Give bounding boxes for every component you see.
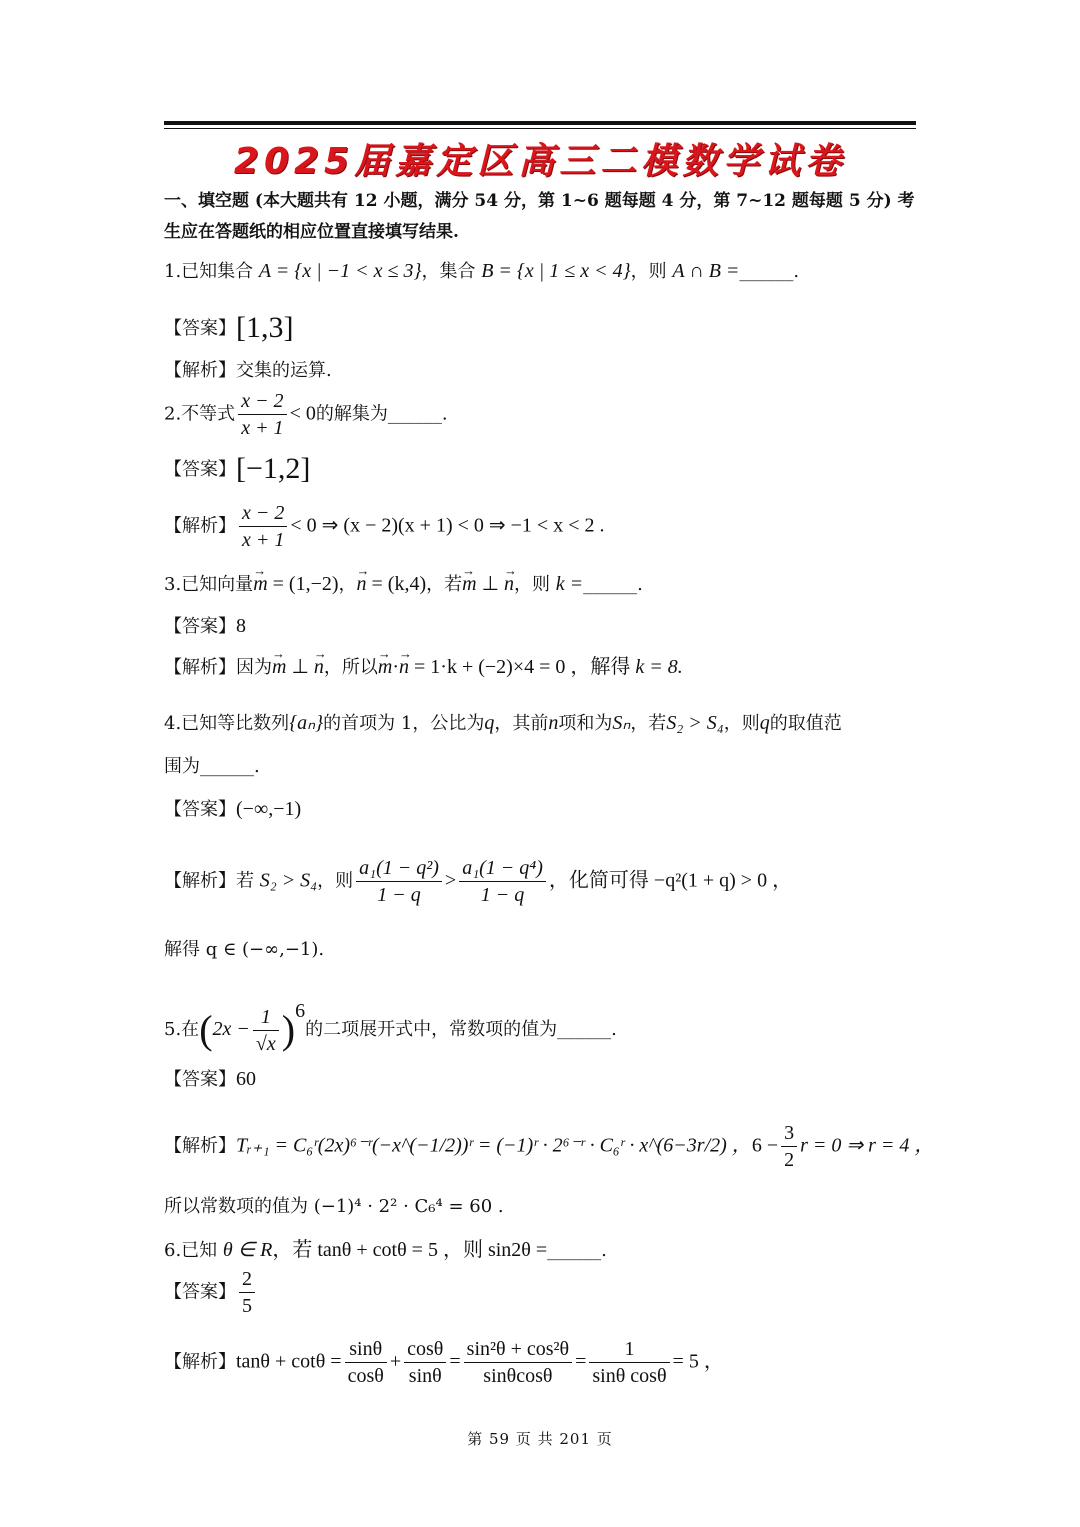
q2-numerator: x − 2 bbox=[238, 388, 286, 415]
q4-sequence: {aₙ} bbox=[289, 712, 324, 734]
q4-f2-num: a₁(1 − q⁴) bbox=[459, 855, 546, 882]
q6-eq2: = bbox=[575, 1350, 587, 1373]
question-3 bbox=[164, 570, 916, 599]
q3-sep: ， bbox=[338, 574, 357, 595]
vector-n: → n bbox=[357, 570, 367, 598]
q1-expression: A ∩ B = bbox=[672, 260, 740, 282]
q6-blank: ______. bbox=[547, 1240, 607, 1261]
q3-cond: ，若 bbox=[426, 574, 463, 595]
q6-d-den: sinθ cosθ bbox=[592, 1365, 667, 1387]
q3-an-pre: 因为 bbox=[236, 657, 272, 678]
vector-m: → m bbox=[253, 570, 267, 598]
q6-frac-a bbox=[345, 1336, 387, 1389]
q1-analysis: 交集的运算. bbox=[236, 360, 332, 381]
q2-fraction bbox=[238, 388, 286, 441]
analysis-label: 【解析】 bbox=[164, 870, 236, 892]
q4-an-simplify: ，化简可得 −q²(1 + q) > 0 ， bbox=[548, 869, 793, 892]
q6-b-den: sinθ bbox=[408, 1365, 442, 1387]
answer-label: 【答案】 bbox=[164, 459, 236, 480]
vector-n: → n bbox=[399, 653, 409, 681]
q4-text-e: ，若 bbox=[630, 713, 667, 734]
q5-an-formula: Tᵣ₊₁ = C₆ʳ(2x)⁶⁻ʳ(−x^(−1/2))ʳ = (−1)ʳ · 2⁶⁻ʳ · C₆ʳ · x^(6−3r/2) ， bbox=[236, 1134, 752, 1157]
question-4-line-1 bbox=[164, 709, 916, 738]
q4-fraction-1 bbox=[356, 855, 442, 908]
page-title: 2025届嘉定区高三二模数学试卷 bbox=[233, 141, 847, 182]
q4-f1-num: a₁(1 − q²) bbox=[356, 855, 442, 882]
q3-an-mid: ，所以 bbox=[323, 657, 378, 678]
q6-frac-b bbox=[404, 1336, 446, 1389]
q6-c-num: sin²θ + cos²θ bbox=[464, 1336, 572, 1363]
q3-n-value: = (k,4) bbox=[366, 573, 427, 595]
q3-an-result: k = 8. bbox=[635, 656, 683, 678]
q4-an-then: ，则 bbox=[317, 870, 354, 892]
q5-f-den: √x bbox=[255, 1032, 276, 1055]
q1-analysis-row bbox=[164, 357, 916, 385]
answer-label: 【答案】 bbox=[164, 616, 236, 637]
vector-n: → n bbox=[504, 570, 514, 598]
perp-symbol: ⊥ bbox=[476, 573, 505, 595]
q5-analysis-row bbox=[164, 1120, 935, 1173]
q5-an-eq-pre: 6 − bbox=[751, 1134, 779, 1157]
q3-k: k = bbox=[555, 573, 584, 595]
dot-symbol: · bbox=[392, 656, 399, 678]
q5-an-den: 2 bbox=[784, 1149, 795, 1171]
q1-set-a: A = {x | −1 < x ≤ 3} bbox=[258, 260, 422, 282]
q4-answer: (−∞,−1) bbox=[236, 798, 302, 820]
q6-condition: ，若 tanθ + cotθ = 5 ，则 sin2θ = bbox=[272, 1239, 548, 1261]
q4-condition: S₂ > S₄ bbox=[666, 712, 724, 734]
q4-an-pre: 若 bbox=[236, 870, 260, 892]
q6-a-num: sinθ bbox=[345, 1336, 387, 1363]
q4-q: q bbox=[484, 712, 495, 734]
q1-answer: [1,3] bbox=[236, 311, 294, 344]
q6-plus: + bbox=[389, 1350, 402, 1373]
top-rule-thin bbox=[164, 128, 916, 129]
q4-analysis-line-2: 解得 q ∈ (−∞,−1). bbox=[164, 939, 325, 960]
q4-text-c: ，其前 bbox=[494, 713, 549, 734]
q4-n: n bbox=[548, 712, 559, 734]
q6-c-den: sinθcosθ bbox=[483, 1365, 553, 1387]
question-1 bbox=[164, 257, 916, 286]
q3-answer: 8 bbox=[236, 615, 246, 637]
q5-an-fraction bbox=[781, 1120, 797, 1173]
q5-an-num: 3 bbox=[781, 1120, 797, 1147]
q5-f-num: 1 bbox=[253, 1004, 279, 1031]
answer-label: 【答案】 bbox=[164, 1069, 236, 1090]
q2-prefix: 2.不等式 bbox=[164, 403, 236, 425]
q2-analysis-fraction bbox=[239, 500, 287, 553]
q5-paren-open: ( bbox=[199, 1007, 213, 1052]
q3-answer-row bbox=[164, 612, 916, 641]
q1-answer-row bbox=[164, 311, 916, 344]
q6-prefix: 6.已知 bbox=[164, 1240, 223, 1261]
q3-an-calc: = 1·k + (−2)×4 = 0 ，解得 bbox=[409, 656, 636, 678]
q5-suffix: 的二项展开式中，常数项的值为______. bbox=[305, 1019, 617, 1040]
q4-analysis-row bbox=[164, 855, 916, 908]
q2-answer: [−1,2] bbox=[236, 452, 311, 485]
q2-analysis-rest: < 0 ⇒ (x − 2)(x + 1) < 0 ⇒ −1 < x < 2 . bbox=[290, 514, 605, 537]
vector-n: → n bbox=[314, 653, 324, 681]
analysis-label: 【解析】 bbox=[164, 1135, 236, 1157]
q5-answer-row bbox=[164, 1065, 916, 1094]
q4-f2-den: 1 − q bbox=[480, 884, 525, 906]
q3-blank: ______. bbox=[583, 574, 643, 595]
q2-relation: < 0 bbox=[289, 402, 316, 425]
q4-text-a: 4.已知等比数列 bbox=[164, 713, 290, 734]
q4-q-2: q bbox=[759, 712, 770, 734]
q4-text-b: 的首项为 1，公比为 bbox=[323, 713, 485, 734]
q6-a-den: cosθ bbox=[347, 1365, 384, 1387]
q6-analysis-row bbox=[164, 1336, 916, 1389]
analysis-label: 【解析】 bbox=[164, 657, 236, 678]
analysis-label: 【解析】 bbox=[164, 360, 236, 381]
analysis-label: 【解析】 bbox=[164, 515, 236, 537]
vector-m: → m bbox=[462, 570, 476, 598]
q6-tail: = 5 ， bbox=[672, 1350, 724, 1373]
q3-then: ，则 bbox=[514, 574, 556, 595]
q1-mid: ，集合 bbox=[421, 261, 482, 282]
q5-analysis-line-2: 所以常数项的值为 (−1)⁴ · 2² · C₆⁴ = 60 . bbox=[164, 1196, 504, 1217]
q6-answer-fraction bbox=[239, 1266, 255, 1319]
answer-label: 【答案】 bbox=[164, 318, 236, 339]
q6-eq: = bbox=[449, 1350, 461, 1373]
question-5 bbox=[164, 997, 916, 1057]
perp-symbol: ⊥ bbox=[286, 656, 314, 678]
q1-mid2: ，则 bbox=[630, 261, 673, 282]
vector-m: → m bbox=[378, 653, 392, 681]
q1-set-b: B = {x | 1 ≤ x < 4} bbox=[481, 260, 631, 282]
q5-an-eq-post: r = 0 ⇒ r = 4 ， bbox=[800, 1134, 935, 1157]
q2-suffix: 的解集为______. bbox=[315, 403, 448, 425]
q2-answer-row bbox=[164, 452, 916, 485]
q4-fraction-2 bbox=[459, 855, 546, 908]
q2-an-denominator: x + 1 bbox=[242, 529, 285, 551]
q6-frac-c bbox=[464, 1336, 572, 1389]
q4-gt: > bbox=[444, 869, 457, 892]
page-footer: 第 59 页 共 201 页 bbox=[467, 1430, 613, 1448]
q4-text-f: ，则 bbox=[723, 713, 760, 734]
question-4-line-2: 围为______. bbox=[164, 756, 260, 777]
q6-frac-d bbox=[589, 1336, 669, 1389]
q4-f1-den: 1 − q bbox=[377, 884, 421, 906]
q4-text-g: 的取值范 bbox=[769, 713, 842, 734]
q3-analysis-row bbox=[164, 653, 916, 682]
q5-paren-close: ) bbox=[281, 1007, 296, 1052]
answer-label: 【答案】 bbox=[164, 799, 236, 820]
q5-expr: 2x − bbox=[212, 1018, 250, 1040]
q5-prefix: 5.在 bbox=[164, 1019, 200, 1040]
q4-sn: Sₙ bbox=[612, 712, 631, 734]
top-rule-thick bbox=[164, 121, 916, 125]
q6-ans-num: 2 bbox=[239, 1266, 255, 1293]
question-6 bbox=[164, 1236, 916, 1265]
q2-an-numerator: x − 2 bbox=[239, 500, 287, 527]
q4-answer-row bbox=[164, 795, 916, 824]
q4-text-d: 项和为 bbox=[558, 713, 613, 734]
section-heading: 一、填空题 (本大题共有 12 小题，满分 54 分，第 1~6 题每题 4 分，第 7~12 题每题 5 分) 考生应在答题纸的相应位置直接填写结果. bbox=[164, 191, 915, 242]
q6-b-num: cosθ bbox=[404, 1336, 446, 1363]
q5-fraction bbox=[253, 1004, 279, 1057]
q3-prefix: 3.已知向量 bbox=[164, 574, 254, 595]
q6-domain: θ ∈ R bbox=[222, 1239, 273, 1261]
q5-exponent: 6 bbox=[295, 1000, 306, 1022]
question-2 bbox=[164, 388, 916, 441]
answer-label: 【答案】 bbox=[164, 1281, 236, 1303]
q2-denominator: x + 1 bbox=[241, 417, 284, 439]
q6-an-lhs: tanθ + cotθ = bbox=[236, 1350, 342, 1373]
q3-m-value: = (1,−2) bbox=[267, 573, 339, 595]
vector-m: → m bbox=[272, 653, 286, 681]
q6-answer-row bbox=[164, 1266, 916, 1319]
q1-prefix: 1.已知集合 bbox=[164, 261, 259, 282]
q5-answer: 60 bbox=[236, 1068, 256, 1090]
analysis-label: 【解析】 bbox=[164, 1351, 236, 1373]
q2-analysis-row bbox=[164, 500, 916, 553]
q6-d-num: 1 bbox=[589, 1336, 669, 1363]
q4-an-cond: S₂ > S₄ bbox=[259, 869, 318, 892]
q1-blank: ______. bbox=[739, 261, 800, 282]
q6-ans-den: 5 bbox=[242, 1295, 252, 1317]
